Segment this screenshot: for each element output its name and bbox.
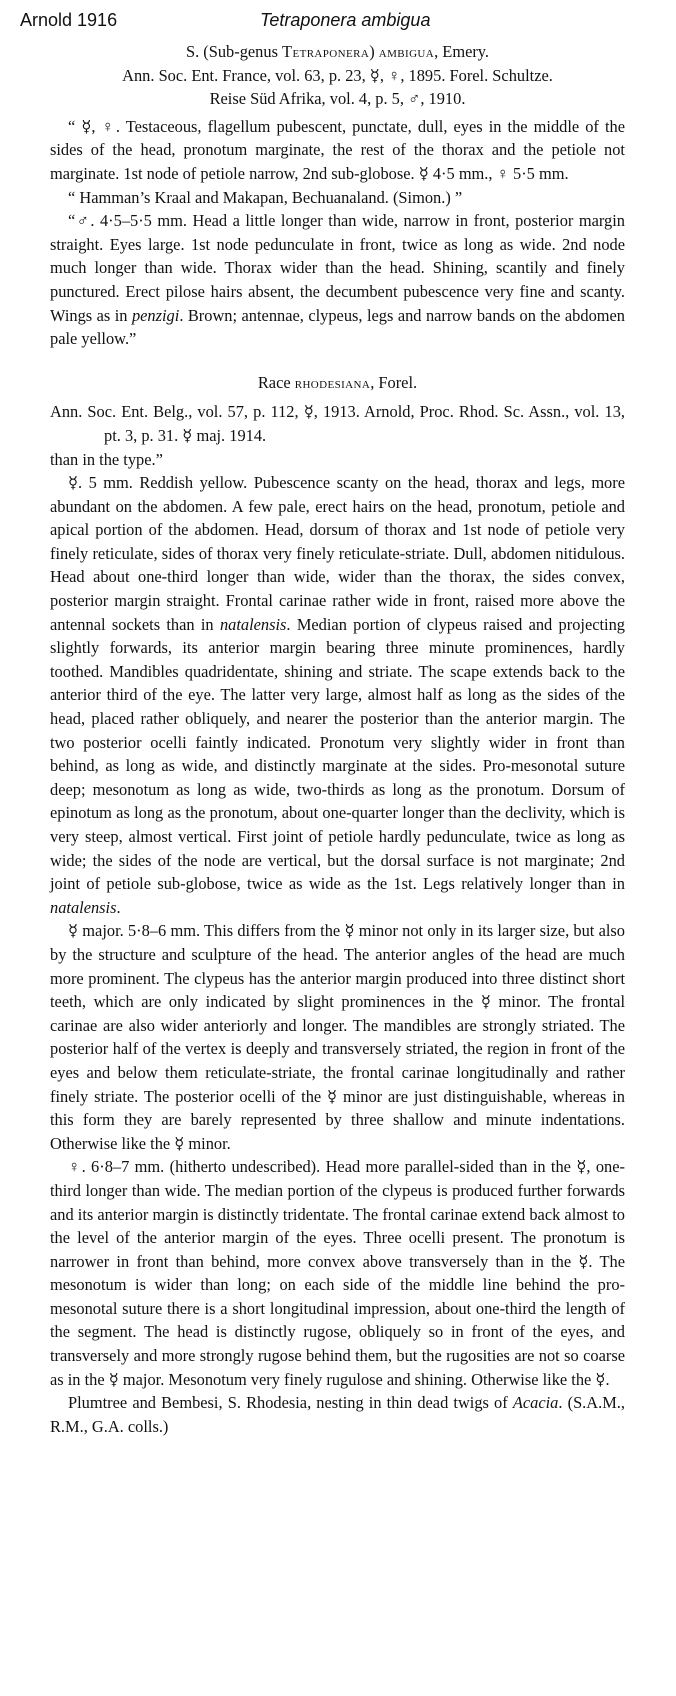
header-author-year: Arnold 1916: [20, 10, 118, 30]
type-line: than in the type.”: [50, 449, 163, 469]
species-reference-1: Ann. Soc. Ent. France, vol. 63, p. 23, ☿, ♀, 1895. Forel. Schultze.: [122, 65, 553, 85]
major-worker-description: ☿ major. 5·8–6 mm. This differs from the ☿ minor not only in its larger size, but also by the structure and sculpture of the head. The anterior angles of the head are much more prominent. The clypeus has the anterior margin produced into three distinct short teeth, which are only indicated by slight prominences in the ☿ minor. The frontal carinae are also wider anteriorly and longer. The mandibles are strongly striated. The posterior half of the vertex is deeply and transversely striated, the region in front of the eyes and below them reticulate-striate, the frontal carinae longitudinally and rather finely striate. The posterior ocelli of the ☿ minor are just distinguishable, whereas in this form they are barely represented by three shallow and minute indentations. Otherwise like the ☿ minor.: [50, 921, 625, 1153]
worker-description: ☿. 5 mm. Reddish yellow. Pubescence scanty on the head, thorax and legs, more abundant on the abdomen. A few pale, erect hairs on the head, pronotum, petiole and apical portion of the abdomen. Head, dorsum of thorax and 1st node of petiole very finely reticulate, sides of thorax very finely reticulate-striate. Dull, abdomen nitidulous. Head about one-third longer than wide, wider than the thorax, the sides convex, posterior margin straight. Frontal carinae rather wide in front, raised more above the antennal sockets than in natalensis. Median portion of clypeus raised and projecting slightly forwards, its anterior margin bearing three minute prominences, hardly toothed. Mandibles quadridentate, shining and striate. The scape extends back to the anterior third of the eye. The latter very large, almost half as long as the sides of the head, placed rather obliquely, and nearer the posterior than the anterior margin. The two posterior ocelli faintly indicated. Pronotum very slightly wider in front than behind, as long as wide, and distinctly marginate at the sides. Pro-mesonotal suture deep; mesonotum as long as wide, two-thirds as long as the pronotum. Dorsum of epinotum as long as the pronotum, about one-quarter longer than the declivity, which is very steep, almost vertical. First joint of petiole hardly pedunculate, twice as long as wide; the sides of the node are vertical, but the dorsal surface is not marginate; 2nd joint of petiole sub-globose, twice as wide as the 1st. Legs relatively longer than in natalensis.: [50, 473, 625, 917]
species-title: S. (Sub-genus Tetraponera) ambigua, Emery.: [185, 42, 490, 61]
document-body: [50, 40, 625, 1438]
quote-worker-female: “ ☿, ♀. Testaceous, flagellum pubescent, punctate, dull, eyes in the middle of the sides of the head, pronotum marginate, the rest of the thorax and the petiole not marginate. 1st node of petiole narrow, 2nd sub-globose. ☿ 4·5 mm., ♀ 5·5 mm.: [50, 116, 625, 183]
quote-male: “♂. 4·5–5·5 mm. Head a little longer than wide, narrow in front, posterior margin straight. Eyes large. 1st node pedunculate in front, twice as long as wide. 2nd node much longer than wide. Thorax wider than the head. Shining, scantily and finely punctured. Erect pilose hairs absent, the decumbent pubescence very fine and scanty. Wings as in penzigi. Brown; antennae, clypeus, legs and narrow bands on the abdomen pale yellow.”: [50, 211, 625, 349]
race-title: Race rhodesiana, Forel.: [257, 372, 418, 392]
page-header: [20, 7, 656, 33]
locality-note: Plumtree and Bembesi, S. Rhodesia, nesting in thin dead twigs of Acacia. (S.A.M., R.M., G.A. colls.): [50, 1393, 625, 1436]
locality-quote: “ Hamman’s Kraal and Makapan, Bechuanaland. (Simon.) ”: [68, 187, 463, 207]
female-description: ♀. 6·8–7 mm. (hitherto undescribed). Head more parallel-sided than in the ☿, one-third longer than wide. The median portion of the clypeus is produced further forwards and its anterior margin is distinctly tridentate. The frontal carinae extend back almost to the level of the anterior margin of the eyes. Three ocelli present. The pronotum is narrower in front than behind, more convex above transversely than in the ☿. The mesonotum is wider than long; on each side of the middle line behind the pro-mesonotal suture there is a short longitudinal impression, about one-third the length of the segment. The head is distinctly rugose, obliquely so in front of the eyes, and transversely and more strongly rugose behind them, but the rugosities are not so coarse as in the ☿ major. Mesonotum very finely rugulose and shining. Otherwise like the ☿.: [50, 1157, 625, 1389]
section-spacer: [50, 351, 625, 371]
species-reference-2: Reise Süd Afrika, vol. 4, p. 5, ♂, 1910.: [209, 89, 466, 109]
header-species-name: Tetraponera ambigua: [260, 10, 431, 30]
race-references: Ann. Soc. Ent. Belg., vol. 57, p. 112, ☿, 1913. Arnold, Proc. Rhod. Sc. Assn., vol. 13, pt. 3, p. 31. ☿ maj. 1914.: [50, 402, 625, 445]
